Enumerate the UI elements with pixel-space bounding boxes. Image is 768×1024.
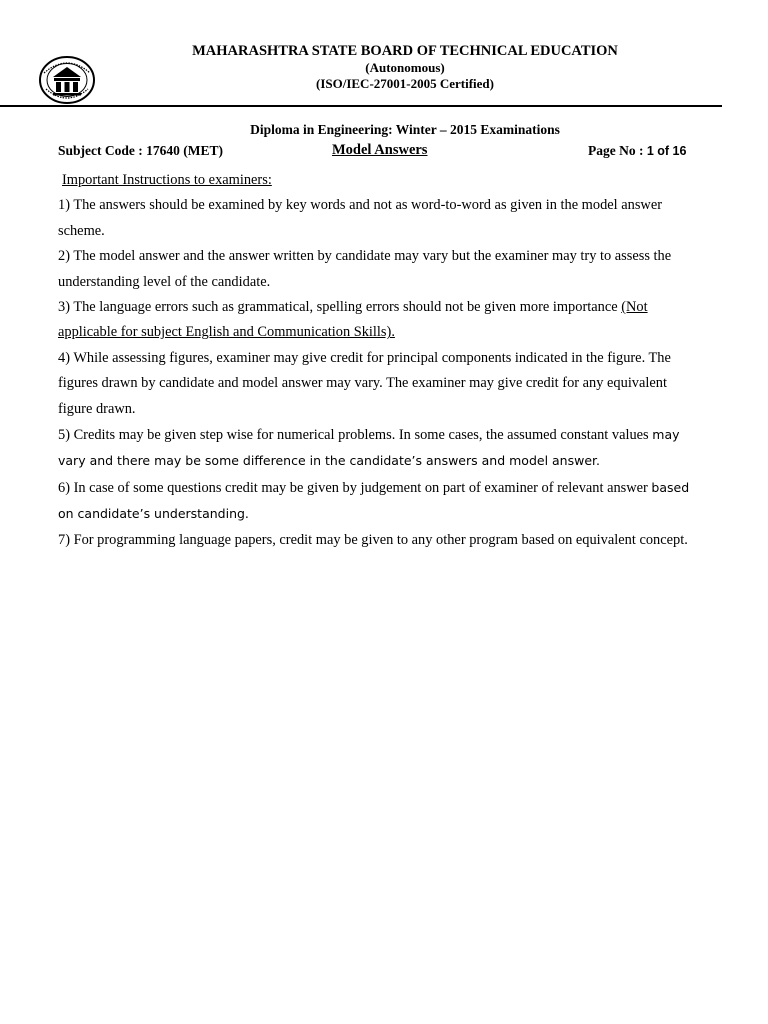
instruction-item-4: 4) While assessing figures, examiner may give credit for principal components indicated in the figure. The figures drawn by candidate and model answer may vary. The examiner may give credit for any equivalent figure drawn. [58,349,671,417]
header-divider [0,105,722,107]
instruction-item-6-text: 6) In case of some questions credit may be given by judgement on part of examiner of relevant answer [58,479,652,496]
page-number-value: 1 of 16 [646,144,687,158]
exam-title: Diploma in Engineering: Winter – 2015 Examinations [250,122,560,137]
instruction-item-5 [58,422,704,475]
document-header [120,42,690,92]
instruction-item-3 [58,295,704,346]
instructions-section [58,168,704,553]
instruction-item-1: 1) The answers should be examined by key words and not as word-to-word as given in the model answer scheme. [58,197,662,239]
instruction-item-3-text: 3) The language errors such as grammatical, spelling errors should not be given more importance [58,299,622,316]
instruction-item-3-note: (Not applicable for subject English and Communication Skills). [58,299,648,341]
instruction-item-5-text: 5) Credits may be given step wise for numerical problems. In some cases, the assumed constant values [58,427,653,444]
certification-label: (ISO/IEC-27001-2005 Certified) [315,76,494,91]
instruction-item-6 [58,475,704,528]
msbte-logo [38,55,96,105]
instruction-item-6-continuation: based on candidate’s understanding. [58,479,690,522]
page-number-label: Page No : [588,143,647,158]
model-answers-title: Model Answers [332,142,428,158]
autonomous-label: (Autonomous) [365,60,445,75]
instruction-item-7: 7) For programming language papers, credit may be given to any other program based on equivalent concept. [58,531,688,548]
instruction-item-2: 2) The model answer and the answer written by candidate may vary but the examiner may try to assess the understanding level of the candidate. [58,248,672,290]
subject-code: Subject Code : 17640 (MET) [58,143,223,158]
page-number [588,143,686,159]
instructions-heading: Important Instructions to examiners: [62,172,272,188]
org-name: MAHARASHTRA STATE BOARD OF TECHNICAL EDUCATION [192,43,618,59]
instruction-item-5-continuation: may vary and there may be some difference in the candidate’s answers and model answer. [58,427,680,469]
